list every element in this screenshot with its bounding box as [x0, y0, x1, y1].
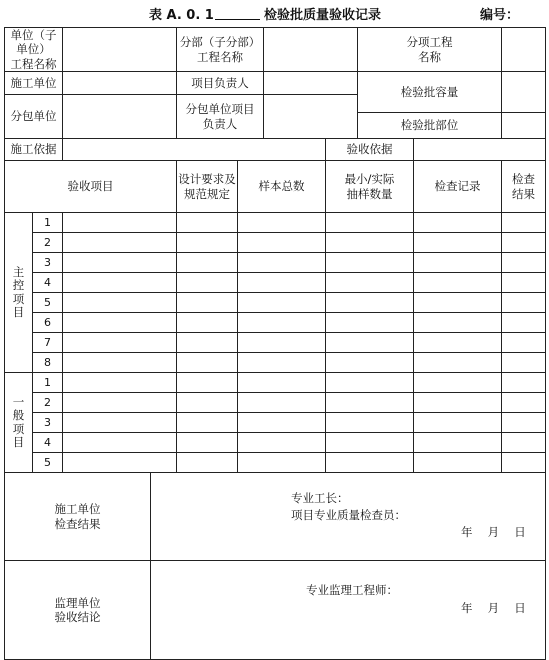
design-requirement-cell[interactable]	[177, 273, 238, 293]
sample-total-header: 样本总数	[238, 161, 326, 213]
sample-total-cell[interactable]	[238, 313, 326, 333]
min-actual-cell[interactable]	[326, 333, 414, 353]
sample-total-cell[interactable]	[238, 373, 326, 393]
check-result-cell[interactable]	[502, 413, 546, 433]
check-record-cell[interactable]	[414, 393, 502, 413]
general-row-number: 2	[33, 393, 63, 413]
check-result-cell[interactable]	[502, 233, 546, 253]
item-project-name-field[interactable]	[502, 28, 546, 72]
project-manager-label: 项目负责人	[177, 72, 264, 95]
general-row-number: 5	[33, 453, 63, 473]
supervising-engineer-signature-label: 专业监理工程师：	[306, 583, 398, 598]
general-item-cell[interactable]	[63, 453, 177, 473]
min-actual-cell[interactable]	[326, 373, 414, 393]
title-blank-line	[215, 19, 260, 20]
construction-basis-label: 施工依据	[5, 139, 63, 161]
sample-total-cell[interactable]	[238, 233, 326, 253]
check-result-cell[interactable]	[502, 213, 546, 233]
design-requirement-cell[interactable]	[177, 313, 238, 333]
general-item-cell[interactable]	[63, 433, 177, 453]
main-control-row-number: 1	[33, 213, 63, 233]
contractor-result-area[interactable]	[151, 473, 546, 561]
check-result-header: 检查 结果	[502, 161, 546, 213]
sample-total-cell[interactable]	[238, 453, 326, 473]
general-row-number: 4	[33, 433, 63, 453]
main-control-row-number: 8	[33, 353, 63, 373]
quality-inspector-signature-label: 项目专业质量检查员：	[291, 508, 406, 523]
general-row-number: 3	[33, 413, 63, 433]
general-items-label: 一 般 项 目	[5, 373, 33, 473]
form-title: 检验批质量验收记录	[264, 8, 382, 23]
sub-manager-field[interactable]	[264, 95, 358, 139]
main-control-row-number: 6	[33, 313, 63, 333]
check-record-cell[interactable]	[414, 453, 502, 473]
check-result-cell[interactable]	[502, 433, 546, 453]
check-result-cell[interactable]	[502, 273, 546, 293]
check-record-cell[interactable]	[414, 433, 502, 453]
sample-total-cell[interactable]	[238, 213, 326, 233]
check-record-cell[interactable]	[414, 233, 502, 253]
general-item-cell[interactable]	[63, 413, 177, 433]
inspection-lot-record-table	[4, 27, 546, 660]
acceptance-basis-label: 验收依据	[326, 139, 414, 161]
sample-total-cell[interactable]	[238, 333, 326, 353]
acceptance-basis-field[interactable]	[414, 139, 546, 161]
main-control-row-number: 4	[33, 273, 63, 293]
check-result-cell[interactable]	[502, 353, 546, 373]
construction-basis-field[interactable]	[63, 139, 326, 161]
min-actual-cell[interactable]	[326, 453, 414, 473]
check-record-cell[interactable]	[414, 273, 502, 293]
form-title-bar	[0, 4, 549, 24]
serial-number-label: 编号：	[480, 8, 520, 23]
lot-location-label: 检验批部位	[358, 113, 502, 139]
min-actual-cell[interactable]	[326, 253, 414, 273]
sample-total-cell[interactable]	[238, 433, 326, 453]
lot-capacity-field[interactable]	[502, 72, 546, 113]
check-result-cell[interactable]	[502, 293, 546, 313]
check-record-cell[interactable]	[414, 333, 502, 353]
sample-total-cell[interactable]	[238, 393, 326, 413]
unit-project-name-label: 单位（子单位） 工程名称	[5, 28, 63, 72]
sub-project-name-field[interactable]	[264, 28, 358, 72]
check-record-cell[interactable]	[414, 213, 502, 233]
main-control-item-cell[interactable]	[63, 233, 177, 253]
main-control-item-cell[interactable]	[63, 313, 177, 333]
design-requirement-header: 设计要求及 规范规定	[177, 161, 238, 213]
main-control-row-number: 7	[33, 333, 63, 353]
check-result-cell[interactable]	[502, 253, 546, 273]
general-item-cell[interactable]	[63, 373, 177, 393]
contractor-field[interactable]	[63, 72, 177, 95]
check-record-cell[interactable]	[414, 353, 502, 373]
design-requirement-cell[interactable]	[177, 413, 238, 433]
min-actual-cell[interactable]	[326, 313, 414, 333]
contractor-result-label: 施工单位 检查结果	[5, 473, 151, 561]
min-actual-cell[interactable]	[326, 213, 414, 233]
check-result-cell[interactable]	[502, 373, 546, 393]
sample-total-cell[interactable]	[238, 253, 326, 273]
min-actual-cell[interactable]	[326, 293, 414, 313]
design-requirement-cell[interactable]	[177, 433, 238, 453]
design-requirement-cell[interactable]	[177, 293, 238, 313]
general-item-cell[interactable]	[63, 393, 177, 413]
min-actual-cell[interactable]	[326, 413, 414, 433]
check-record-cell[interactable]	[414, 413, 502, 433]
sample-total-cell[interactable]	[238, 413, 326, 433]
general-row-number: 1	[33, 373, 63, 393]
contractor-label: 施工单位	[5, 72, 63, 95]
foreman-signature-label: 专业工长：	[291, 491, 349, 506]
design-requirement-cell[interactable]	[177, 213, 238, 233]
design-requirement-cell[interactable]	[177, 233, 238, 253]
supervisor-date-label: 年 月 日	[461, 601, 526, 616]
main-control-item-cell[interactable]	[63, 293, 177, 313]
check-record-header: 检查记录	[414, 161, 502, 213]
main-control-item-cell[interactable]	[63, 273, 177, 293]
design-requirement-cell[interactable]	[177, 453, 238, 473]
subcontractor-label: 分包单位	[5, 95, 63, 139]
check-record-cell[interactable]	[414, 293, 502, 313]
subcontractor-field[interactable]	[63, 95, 177, 139]
main-control-row-number: 2	[33, 233, 63, 253]
sub-manager-label: 分包单位项目 负责人	[177, 95, 264, 139]
main-control-row-number: 5	[33, 293, 63, 313]
table-number: 表 A. 0. 1	[149, 8, 214, 23]
main-control-item-cell[interactable]	[63, 253, 177, 273]
design-requirement-cell[interactable]	[177, 393, 238, 413]
sample-total-cell[interactable]	[238, 293, 326, 313]
project-manager-field[interactable]	[264, 72, 358, 95]
supervisor-conclusion-label: 监理单位 验收结论	[5, 561, 151, 660]
design-requirement-cell[interactable]	[177, 353, 238, 373]
lot-capacity-label: 检验批容量	[358, 72, 502, 113]
check-result-cell[interactable]	[502, 393, 546, 413]
lot-location-field[interactable]	[502, 113, 546, 139]
design-requirement-cell[interactable]	[177, 333, 238, 353]
check-result-cell[interactable]	[502, 453, 546, 473]
contractor-date-label: 年 月 日	[461, 525, 526, 540]
unit-project-name-field[interactable]	[63, 28, 177, 72]
check-result-cell[interactable]	[502, 333, 546, 353]
main-control-items-label: 主 控 项 目	[5, 213, 33, 373]
check-record-cell[interactable]	[414, 313, 502, 333]
min-actual-cell[interactable]	[326, 233, 414, 253]
main-control-item-cell[interactable]	[63, 333, 177, 353]
min-actual-cell[interactable]	[326, 433, 414, 453]
supervisor-conclusion-area[interactable]	[151, 561, 546, 660]
sub-project-name-label: 分部（子分部） 工程名称	[177, 28, 264, 72]
design-requirement-cell[interactable]	[177, 253, 238, 273]
min-actual-cell[interactable]	[326, 393, 414, 413]
check-result-cell[interactable]	[502, 313, 546, 333]
check-record-cell[interactable]	[414, 373, 502, 393]
sample-total-cell[interactable]	[238, 353, 326, 373]
min-actual-sample-header: 最小/实际 抽样数量	[326, 161, 414, 213]
design-requirement-cell[interactable]	[177, 373, 238, 393]
main-control-row-number: 3	[33, 253, 63, 273]
sample-total-cell[interactable]	[238, 273, 326, 293]
min-actual-cell[interactable]	[326, 273, 414, 293]
min-actual-cell[interactable]	[326, 353, 414, 373]
item-project-name-label: 分项工程 名称	[358, 28, 502, 72]
check-record-cell[interactable]	[414, 253, 502, 273]
acceptance-item-header: 验收项目	[5, 161, 177, 213]
main-control-item-cell[interactable]	[63, 353, 177, 373]
main-control-item-cell[interactable]	[63, 213, 177, 233]
